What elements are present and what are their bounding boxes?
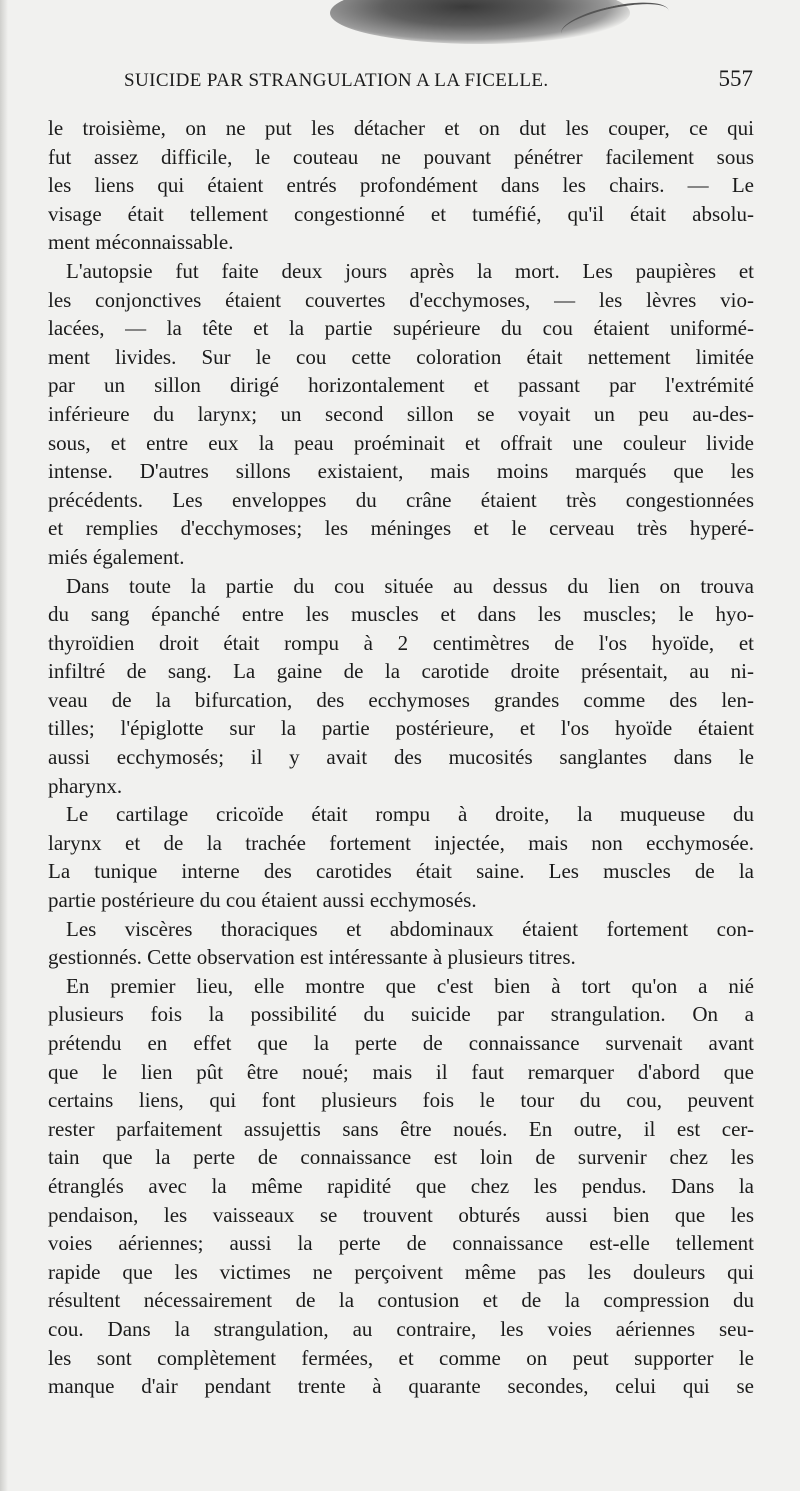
text-line: inférieure du larynx; un second sillon se voyait un peu au-des- [48,401,754,426]
text-line: Dans toute la partie du cou située au dessus du lien on trouva [66,573,754,598]
running-title: SUICIDE PAR STRANGULATION A LA FICELLE. [124,70,549,91]
text-line: aussi ecchymosés; il y avait des mucosités sanglantes dans le [48,745,754,770]
text-line: les conjonctives étaient couvertes d'ecchymoses, — les lèvres vio- [48,287,754,312]
text-line: que le lien pût être noué; mais il faut remarquer d'abord que [48,1059,754,1084]
text-line: les liens qui étaient entrés profondément dans les chairs. — Le [48,173,754,198]
body-text [48,114,754,1401]
text-line: veau de la bifurcation, des ecchymoses grandes comme des len- [48,687,754,712]
text-line: du sang épanché entre les muscles et dans les muscles; le hyo- [48,602,754,627]
text-line: le troisième, on ne put les détacher et on dut les couper, ce qui [48,116,754,140]
page-header [48,66,753,100]
text-line: rester parfaitement assujettis sans être noués. En outre, il est cer- [48,1116,754,1141]
text-line: et remplies d'ecchymoses; les méninges et le cerveau très hyperé- [48,516,754,541]
text-line: pendaison, les vaisseaux se trouvent obturés aussi bien que les [48,1202,754,1227]
text-line: par un sillon dirigé horizontalement et passant par l'extrémité [48,373,754,398]
text-line: La tunique interne des carotides était saine. Les muscles de la [48,859,754,884]
text-line: tain que la perte de connaissance est loin de survenir chez les [48,1145,754,1170]
text-line: thyroïdien droit était rompu à 2 centimètres de l'os hyoïde, et [48,630,754,655]
text-line: prétendu en effet que la perte de connaissance survenait avant [48,1031,754,1055]
text-line: résultent nécessairement de la contusion et de la compression du [48,1288,754,1313]
text-line: fut assez difficile, le couteau ne pouvant pénétrer facilement sous [48,144,754,169]
page-edge-shadow [0,0,8,1491]
text-line: Les viscères thoraciques et abdominaux étaient fortement con- [66,916,754,941]
text-line: L'autopsie fut faite deux jours après la mort. Les paupières et [66,258,754,283]
text-line: voies aériennes; aussi la perte de connaissance est-elle tellement [48,1231,754,1256]
text-line: intense. D'autres sillons existaient, mais moins marqués que les [48,459,754,484]
text-line: ment méconnaissable. [48,230,234,255]
text-line: rapide que les victimes ne perçoivent même pas les douleurs qui [48,1259,754,1284]
text-line: gestionnés. Cette observation est intéressante à plusieurs titres. [48,945,576,970]
text-line: manque d'air pendant trente à quarante secondes, celui qui se [48,1374,754,1399]
text-line: sous, et entre eux la peau proéminait et offrait une couleur livide [48,430,754,455]
text-line: Le cartilage cricoïde était rompu à droite, la muqueuse du [66,802,754,827]
text-line: miés également. [48,544,185,569]
text-line: infiltré de sang. La gaine de la carotide droite présentait, au ni- [48,659,754,684]
text-line: lacées, — la tête et la partie supérieure du cou étaient uniformé- [48,316,754,341]
text-line: certains liens, qui font plusieurs fois le tour du cou, peuvent [48,1088,754,1113]
text-line: précédents. Les enveloppes du crâne étaient très congestionnées [48,487,754,512]
text-line: tilles; l'épiglotte sur la partie postérieure, et l'os hyoïde étaient [48,716,754,741]
text-line: pharynx. [48,773,123,798]
text-line: cou. Dans la strangulation, au contraire, les voies aériennes seu- [48,1316,754,1341]
page-number: 557 [718,66,753,91]
text-line: étranglés avec la même rapidité que chez les pendus. Dans la [48,1173,754,1198]
text-line: les sont complètement fermées, et comme on peut supporter le [48,1345,754,1370]
text-line: larynx et de la trachée fortement injectée, mais non ecchymosée. [48,830,754,855]
text-line: partie postérieure du cou étaient aussi ecchymosés. [48,888,477,913]
text-line: En premier lieu, elle montre que c'est bien à tort qu'on a nié [66,973,754,998]
text-line: visage était tellement congestionné et tuméfié, qu'il était absolu- [48,201,754,226]
text-line: ment livides. Sur le cou cette coloration était nettement limitée [48,344,754,369]
text-line: plusieurs fois la possibilité du suicide par strangulation. On a [48,1002,754,1027]
